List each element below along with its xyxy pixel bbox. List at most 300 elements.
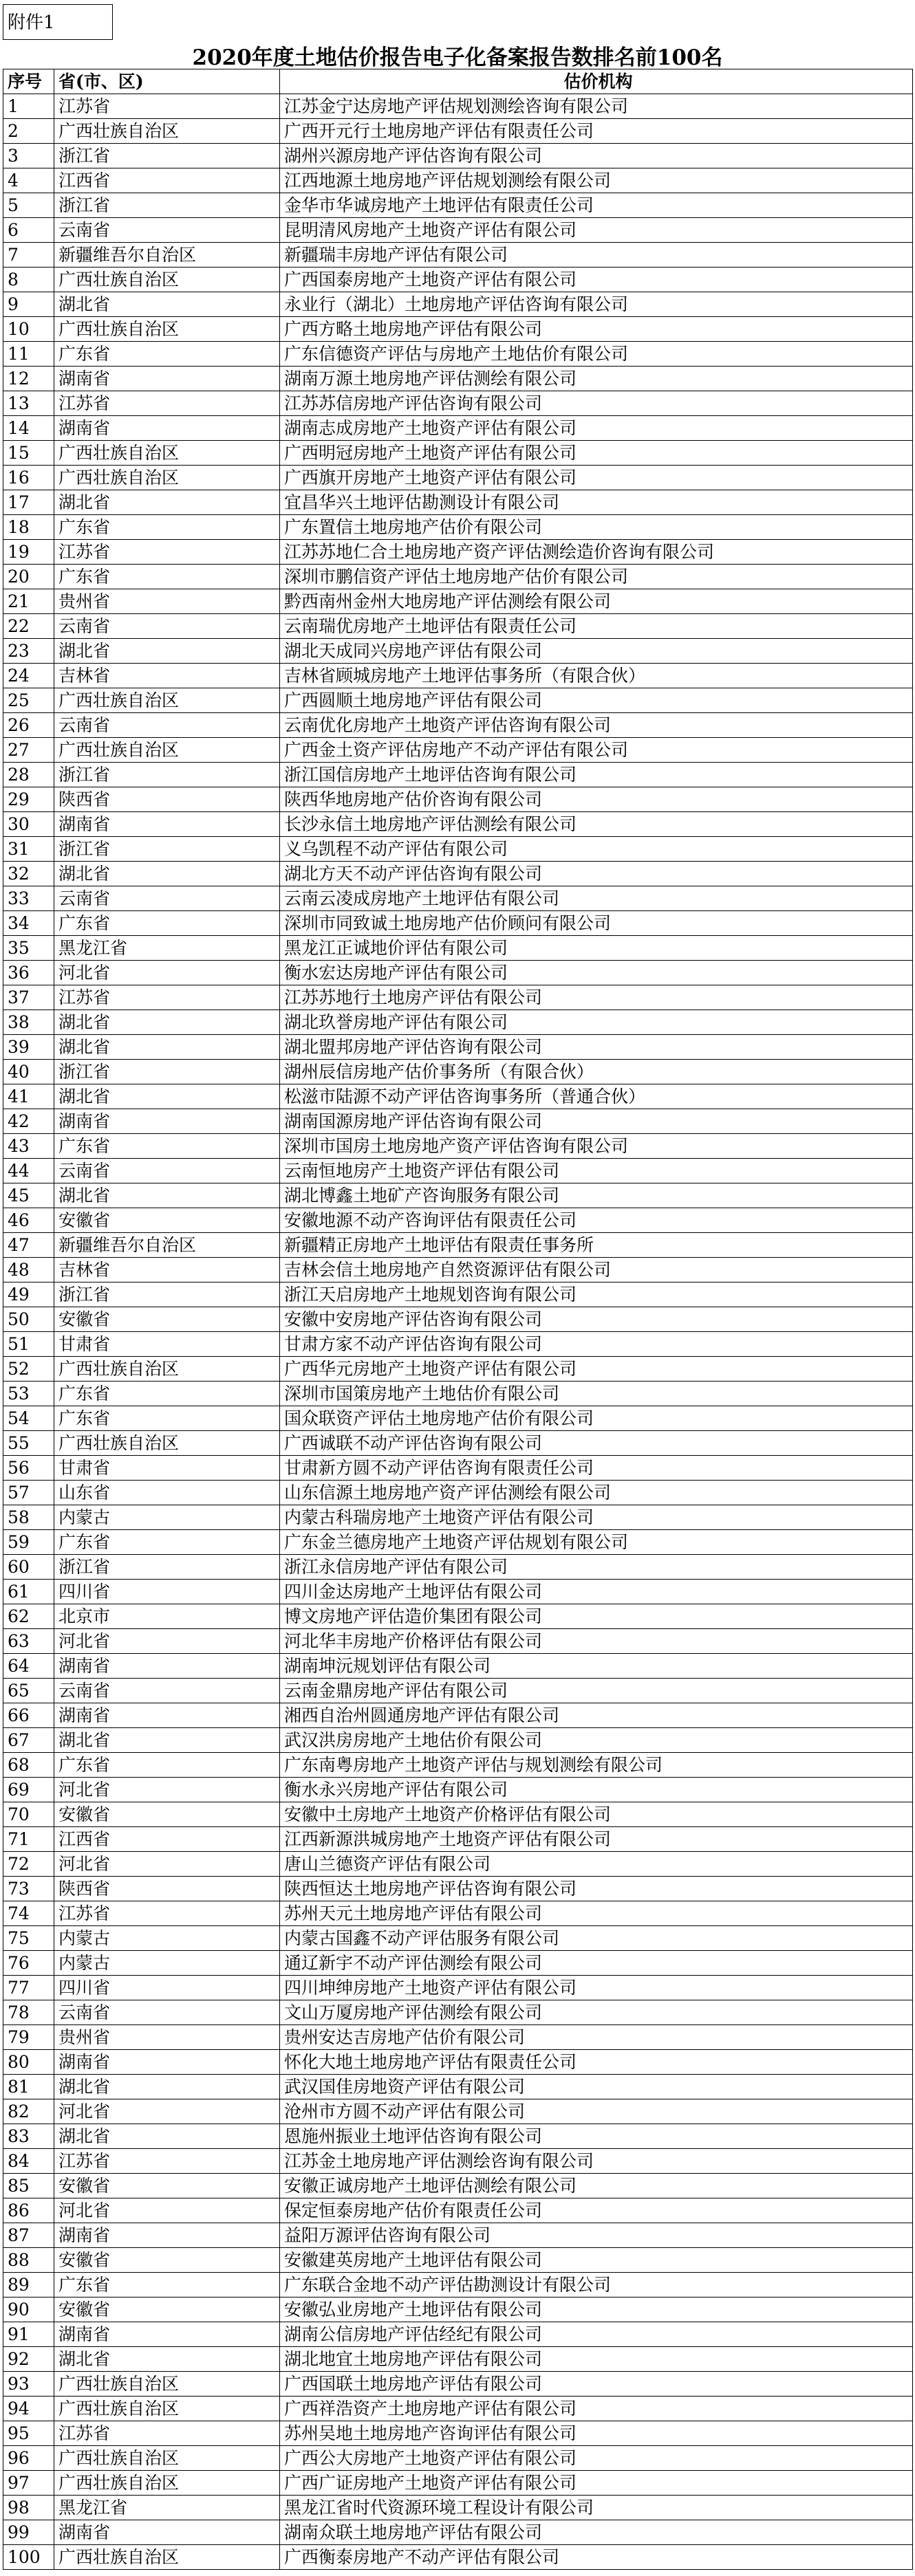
cell-org: 广西圆顺土地房地产评估有限公司 (280, 688, 913, 713)
table-row (3, 1703, 913, 1728)
cell-province: 江苏省 (54, 540, 280, 565)
cell-no: 3 (3, 144, 54, 168)
cell-no: 7 (3, 243, 54, 268)
cell-org: 怀化大地土地房地产评估有限责任公司 (280, 2050, 913, 2075)
cell-no: 32 (3, 862, 54, 886)
cell-no: 44 (3, 1159, 54, 1183)
cell-no: 64 (3, 1654, 54, 1679)
cell-no: 14 (3, 416, 54, 441)
cell-province: 广西壮族自治区 (54, 688, 280, 713)
cell-org: 昆明清风房地产土地资产评估有限公司 (280, 218, 913, 243)
cell-org: 深圳市国房土地房地产资产评估咨询有限公司 (280, 1134, 913, 1159)
table-row (3, 1877, 913, 1901)
cell-org: 四川金达房地产土地评估有限公司 (280, 1580, 913, 1604)
cell-org: 新疆精正房地产土地评估有限责任事务所 (280, 1233, 913, 1258)
cell-no: 99 (3, 2520, 54, 2545)
cell-org: 江西地源土地房地产评估规划测绘有限公司 (280, 168, 913, 193)
cell-no: 88 (3, 2248, 54, 2273)
cell-province: 北京市 (54, 1604, 280, 1629)
table-row (3, 1827, 913, 1852)
table-row (3, 466, 913, 490)
cell-province: 广东省 (54, 2273, 280, 2297)
cell-org: 江苏苏地仁合土地房地产资产评估测绘造价咨询有限公司 (280, 540, 913, 565)
table-row (3, 1976, 913, 2000)
cell-org: 安徽中安房地产评估咨询有限公司 (280, 1307, 913, 1332)
cell-no: 56 (3, 1456, 54, 1481)
cell-no: 29 (3, 787, 54, 812)
cell-no: 91 (3, 2322, 54, 2347)
cell-org: 云南优化房地产土地资产评估咨询有限公司 (280, 713, 913, 738)
cell-org: 松滋市陆源不动产评估咨询事务所（普通合伙） (280, 1084, 913, 1109)
table-row (3, 1604, 913, 1629)
table-row (3, 2372, 913, 2397)
table-row (3, 1332, 913, 1357)
table-row (3, 1802, 913, 1827)
table-row (3, 1951, 913, 1976)
table-row (3, 1084, 913, 1109)
cell-no: 89 (3, 2273, 54, 2297)
table-row (3, 2223, 913, 2248)
table-row (3, 391, 913, 416)
cell-org: 苏州天元土地房地产评估有限公司 (280, 1901, 913, 1926)
cell-province: 湖北省 (54, 490, 280, 515)
cell-no: 48 (3, 1258, 54, 1282)
table-row (3, 812, 913, 837)
cell-org: 陕西华地房地产估价咨询有限公司 (280, 787, 913, 812)
cell-no: 46 (3, 1208, 54, 1233)
cell-province: 江苏省 (54, 391, 280, 416)
cell-org: 武汉国佳房地资产评估有限公司 (280, 2075, 913, 2099)
cell-org: 广西国联土地房地产评估有限公司 (280, 2372, 913, 2397)
cell-province: 广东省 (54, 1530, 280, 1555)
table-row (3, 1282, 913, 1307)
cell-org: 贵州安达吉房地产估价有限公司 (280, 2025, 913, 2050)
cell-org: 浙江国信房地产土地评估咨询有限公司 (280, 763, 913, 787)
cell-province: 广西壮族自治区 (54, 2471, 280, 2496)
cell-no: 83 (3, 2124, 54, 2149)
table-row (3, 1431, 913, 1456)
cell-org: 湖北地宜土地房地产评估有限公司 (280, 2347, 913, 2372)
table-row (3, 837, 913, 862)
cell-no: 87 (3, 2223, 54, 2248)
cell-org: 江西新源洪城房地产土地资产评估有限公司 (280, 1827, 913, 1852)
cell-no: 77 (3, 1976, 54, 2000)
ranking-table (3, 69, 913, 2570)
cell-no: 95 (3, 2421, 54, 2446)
cell-no: 37 (3, 985, 54, 1010)
cell-province: 河北省 (54, 2198, 280, 2223)
cell-province: 浙江省 (54, 1282, 280, 1307)
cell-no: 67 (3, 1728, 54, 1753)
cell-no: 55 (3, 1431, 54, 1456)
cell-org: 云南云凌成房地产土地评估有限公司 (280, 886, 913, 911)
cell-org: 湖州辰信房地产估价事务所（有限合伙） (280, 1060, 913, 1084)
cell-org: 广西衡泰房地产不动产评估有限公司 (280, 2545, 913, 2570)
table-row (3, 936, 913, 961)
cell-org: 云南瑞优房地产土地评估有限责任公司 (280, 614, 913, 639)
cell-no: 80 (3, 2050, 54, 2075)
table-row (3, 1233, 913, 1258)
cell-no: 35 (3, 936, 54, 961)
cell-no: 65 (3, 1679, 54, 1703)
cell-org: 湖南众联土地房地产评估有限公司 (280, 2520, 913, 2545)
cell-no: 1 (3, 94, 54, 119)
cell-org: 益阳万源评估咨询有限公司 (280, 2223, 913, 2248)
cell-no: 63 (3, 1629, 54, 1654)
cell-province: 广东省 (54, 1753, 280, 1778)
table-row (3, 2025, 913, 2050)
cell-org: 恩施州振业土地评估咨询有限公司 (280, 2124, 913, 2149)
table-row (3, 1035, 913, 1060)
cell-no: 19 (3, 540, 54, 565)
cell-no: 26 (3, 713, 54, 738)
cell-org: 四川坤绅房地产土地资产评估有限公司 (280, 1976, 913, 2000)
cell-org: 吉林会信土地房地产自然资源评估有限公司 (280, 1258, 913, 1282)
cell-org: 文山万厦房地产评估测绘有限公司 (280, 2000, 913, 2025)
table-row (3, 515, 913, 540)
cell-no: 40 (3, 1060, 54, 1084)
cell-org: 广西华元房地产土地资产评估有限公司 (280, 1357, 913, 1382)
cell-no: 71 (3, 1827, 54, 1852)
cell-org: 衡水永兴房地产评估有限公司 (280, 1778, 913, 1802)
cell-org: 安徽正诚房地产土地评估测绘有限公司 (280, 2174, 913, 2198)
cell-org: 国众联资产评估土地房地产估价有限公司 (280, 1406, 913, 1431)
table-row (3, 2496, 913, 2520)
cell-province: 安徽省 (54, 2248, 280, 2273)
cell-org: 湖州兴源房地产评估咨询有限公司 (280, 144, 913, 168)
table-row (3, 763, 913, 787)
cell-province: 浙江省 (54, 837, 280, 862)
cell-org: 安徽地源不动产咨询评估有限责任公司 (280, 1208, 913, 1233)
cell-org: 新疆瑞丰房地产评估有限公司 (280, 243, 913, 268)
cell-org: 江苏苏地行土地房产评估有限公司 (280, 985, 913, 1010)
cell-org: 广西祥浩资产土地房地产评估有限公司 (280, 2397, 913, 2421)
table-row (3, 2421, 913, 2446)
table-row (3, 787, 913, 812)
cell-no: 27 (3, 738, 54, 763)
cell-no: 9 (3, 292, 54, 317)
cell-no: 22 (3, 614, 54, 639)
cell-province: 新疆维吾尔自治区 (54, 243, 280, 268)
cell-org: 保定恒泰房地产估价有限责任公司 (280, 2198, 913, 2223)
cell-no: 52 (3, 1357, 54, 1382)
table-row (3, 490, 913, 515)
table-row (3, 565, 913, 589)
cell-org: 甘肃方家不动产评估咨询有限公司 (280, 1332, 913, 1357)
cell-province: 甘肃省 (54, 1332, 280, 1357)
cell-org: 广西金土资产评估房地产不动产评估有限公司 (280, 738, 913, 763)
table-row (3, 1629, 913, 1654)
cell-no: 36 (3, 961, 54, 985)
cell-province: 河北省 (54, 1778, 280, 1802)
table-row (3, 94, 913, 119)
table-row (3, 2075, 913, 2099)
table-row (3, 2520, 913, 2545)
table-row (3, 1555, 913, 1580)
cell-org: 广西旗开房地产土地资产评估有限公司 (280, 466, 913, 490)
cell-province: 广东省 (54, 342, 280, 367)
cell-no: 34 (3, 911, 54, 936)
cell-province: 湖南省 (54, 2223, 280, 2248)
cell-province: 湖南省 (54, 367, 280, 391)
cell-province: 湖南省 (54, 2322, 280, 2347)
cell-province: 贵州省 (54, 2025, 280, 2050)
cell-province: 云南省 (54, 886, 280, 911)
cell-org: 广东信德资产评估与房地产土地估价有限公司 (280, 342, 913, 367)
cell-no: 42 (3, 1109, 54, 1134)
cell-province: 湖北省 (54, 2124, 280, 2149)
cell-province: 浙江省 (54, 144, 280, 168)
cell-no: 62 (3, 1604, 54, 1629)
table-row (3, 119, 913, 144)
table-row (3, 614, 913, 639)
cell-province: 广东省 (54, 565, 280, 589)
table-row (3, 985, 913, 1010)
cell-org: 博文房地产评估造价集团有限公司 (280, 1604, 913, 1629)
table-row (3, 1060, 913, 1084)
cell-org: 江苏苏信房地产评估咨询有限公司 (280, 391, 913, 416)
table-row (3, 2248, 913, 2273)
cell-org: 江苏金宁达房地产评估规划测绘咨询有限公司 (280, 94, 913, 119)
table-row (3, 862, 913, 886)
cell-no: 10 (3, 317, 54, 342)
cell-org: 深圳市鹏信资产评估土地房地产估价有限公司 (280, 565, 913, 589)
cell-org: 浙江天启房地产土地规划咨询有限公司 (280, 1282, 913, 1307)
cell-province: 江苏省 (54, 2149, 280, 2174)
cell-no: 4 (3, 168, 54, 193)
cell-province: 云南省 (54, 2000, 280, 2025)
cell-no: 11 (3, 342, 54, 367)
table-row (3, 2149, 913, 2174)
table-row (3, 713, 913, 738)
cell-org: 安徽建英房地产土地评估有限公司 (280, 2248, 913, 2273)
cell-org: 黑龙江省时代资源环境工程设计有限公司 (280, 2496, 913, 2520)
table-row (3, 416, 913, 441)
cell-province: 安徽省 (54, 1307, 280, 1332)
table-row (3, 268, 913, 292)
table-row (3, 911, 913, 936)
table-row (3, 1010, 913, 1035)
cell-province: 内蒙古 (54, 1505, 280, 1530)
table-row (3, 639, 913, 664)
cell-org: 湖北盟邦房地产评估咨询有限公司 (280, 1035, 913, 1060)
cell-no: 79 (3, 2025, 54, 2050)
cell-no: 78 (3, 2000, 54, 2025)
cell-org: 黔西南州金州大地房地产评估测绘有限公司 (280, 589, 913, 614)
cell-province: 广西壮族自治区 (54, 268, 280, 292)
cell-province: 浙江省 (54, 1555, 280, 1580)
cell-no: 90 (3, 2297, 54, 2322)
cell-province: 湖北省 (54, 639, 280, 664)
cell-province: 四川省 (54, 1976, 280, 2000)
table-header-row (3, 69, 913, 94)
cell-no: 28 (3, 763, 54, 787)
cell-province: 浙江省 (54, 1060, 280, 1084)
table-row (3, 1307, 913, 1332)
table-row (3, 589, 913, 614)
cell-org: 广西广证房地产土地资产评估有限公司 (280, 2471, 913, 2496)
table-row (3, 2545, 913, 2570)
cell-org: 湖北玖誉房地产评估有限公司 (280, 1010, 913, 1035)
cell-no: 51 (3, 1332, 54, 1357)
table-row (3, 292, 913, 317)
cell-no: 92 (3, 2347, 54, 2372)
table-row (3, 738, 913, 763)
table-row (3, 1406, 913, 1431)
cell-province: 陕西省 (54, 1877, 280, 1901)
cell-org: 内蒙古科瑞房地产土地资产评估有限公司 (280, 1505, 913, 1530)
cell-no: 39 (3, 1035, 54, 1060)
cell-org: 广西公大房地产土地资产评估有限公司 (280, 2446, 913, 2471)
cell-province: 河北省 (54, 2099, 280, 2124)
cell-province: 广东省 (54, 911, 280, 936)
cell-no: 73 (3, 1877, 54, 1901)
cell-org: 永业行（湖北）土地房地产评估咨询有限公司 (280, 292, 913, 317)
cell-province: 湖南省 (54, 416, 280, 441)
table-row (3, 2099, 913, 2124)
cell-province: 云南省 (54, 614, 280, 639)
cell-org: 深圳市同致诚土地房地产估价顾问有限公司 (280, 911, 913, 936)
cell-no: 49 (3, 1282, 54, 1307)
cell-no: 43 (3, 1134, 54, 1159)
cell-no: 38 (3, 1010, 54, 1035)
table-row (3, 1926, 913, 1951)
cell-province: 湖南省 (54, 812, 280, 837)
cell-province: 江苏省 (54, 985, 280, 1010)
cell-province: 广东省 (54, 1406, 280, 1431)
cell-org: 甘肃新方圆不动产评估咨询有限责任公司 (280, 1456, 913, 1481)
cell-no: 75 (3, 1926, 54, 1951)
cell-org: 苏州吴地土地房地产咨询评估有限公司 (280, 2421, 913, 2446)
cell-org: 山东信源土地房地产资产评估测绘有限公司 (280, 1481, 913, 1505)
table-row (3, 441, 913, 466)
cell-no: 76 (3, 1951, 54, 1976)
cell-no: 68 (3, 1753, 54, 1778)
table-row (3, 540, 913, 565)
cell-province: 贵州省 (54, 589, 280, 614)
table-row (3, 2397, 913, 2421)
cell-no: 82 (3, 2099, 54, 2124)
cell-org: 浙江永信房地产评估有限公司 (280, 1555, 913, 1580)
cell-org: 沧州市方圆不动产评估有限公司 (280, 2099, 913, 2124)
table-row (3, 664, 913, 688)
cell-province: 广西壮族自治区 (54, 466, 280, 490)
table-row (3, 367, 913, 391)
cell-no: 93 (3, 2372, 54, 2397)
table-row (3, 1778, 913, 1802)
cell-org: 广东南粤房地产土地资产评估与规划测绘有限公司 (280, 1753, 913, 1778)
cell-no: 45 (3, 1183, 54, 1208)
cell-province: 湖南省 (54, 1703, 280, 1728)
cell-no: 69 (3, 1778, 54, 1802)
cell-province: 湖北省 (54, 1010, 280, 1035)
cell-no: 6 (3, 218, 54, 243)
cell-org: 义乌凯程不动产评估有限公司 (280, 837, 913, 862)
cell-org: 云南金鼎房地产评估有限公司 (280, 1679, 913, 1703)
table-row (3, 1159, 913, 1183)
table-row (3, 193, 913, 218)
cell-province: 浙江省 (54, 763, 280, 787)
cell-province: 广东省 (54, 515, 280, 540)
cell-no: 17 (3, 490, 54, 515)
table-row (3, 1580, 913, 1604)
cell-org: 广西开元行土地房地产评估有限责任公司 (280, 119, 913, 144)
cell-org: 湖南国源房地产评估咨询有限公司 (280, 1109, 913, 1134)
cell-org: 安徽弘业房地产土地评估有限公司 (280, 2297, 913, 2322)
cell-province: 山东省 (54, 1481, 280, 1505)
table-row (3, 2347, 913, 2372)
cell-no: 13 (3, 391, 54, 416)
table-row (3, 1530, 913, 1555)
cell-province: 湖南省 (54, 2520, 280, 2545)
cell-province: 江苏省 (54, 94, 280, 119)
cell-province: 湖北省 (54, 2075, 280, 2099)
table-row (3, 2471, 913, 2496)
cell-org: 广西诚联不动产评估咨询有限公司 (280, 1431, 913, 1456)
cell-province: 湖北省 (54, 1035, 280, 1060)
cell-no: 100 (3, 2545, 54, 2570)
cell-no: 30 (3, 812, 54, 837)
cell-province: 广西壮族自治区 (54, 2397, 280, 2421)
cell-org: 江苏金土地房地产评估测绘咨询有限公司 (280, 2149, 913, 2174)
cell-org: 衡水宏达房地产评估有限公司 (280, 961, 913, 985)
table-row (3, 317, 913, 342)
table-row (3, 2050, 913, 2075)
table-row (3, 2198, 913, 2223)
cell-province: 河北省 (54, 1852, 280, 1877)
table-row (3, 1109, 913, 1134)
table-row (3, 218, 913, 243)
header-province: 省(市、区) (54, 69, 280, 94)
table-row (3, 2446, 913, 2471)
cell-no: 97 (3, 2471, 54, 2496)
table-row (3, 1753, 913, 1778)
cell-no: 20 (3, 565, 54, 589)
cell-org: 陕西恒达土地房地产评估咨询有限公司 (280, 1877, 913, 1901)
cell-no: 33 (3, 886, 54, 911)
cell-province: 内蒙古 (54, 1926, 280, 1951)
table-row (3, 886, 913, 911)
attachment-label: 附件1 (3, 4, 113, 40)
cell-no: 96 (3, 2446, 54, 2471)
cell-province: 新疆维吾尔自治区 (54, 1233, 280, 1258)
cell-province: 内蒙古 (54, 1951, 280, 1976)
cell-no: 66 (3, 1703, 54, 1728)
table-row (3, 1382, 913, 1406)
cell-org: 武汉洪房房地产土地估价有限公司 (280, 1728, 913, 1753)
cell-province: 广西壮族自治区 (54, 738, 280, 763)
cell-no: 21 (3, 589, 54, 614)
table-row (3, 342, 913, 367)
cell-province: 广西壮族自治区 (54, 1431, 280, 1456)
cell-no: 81 (3, 2075, 54, 2099)
document-title: 2020年度土地估价报告电子化备案报告数排名前100名 (192, 45, 723, 70)
table-row (3, 1134, 913, 1159)
cell-province: 河北省 (54, 961, 280, 985)
cell-province: 湖南省 (54, 1654, 280, 1679)
cell-province: 广西壮族自治区 (54, 2372, 280, 2397)
table-row (3, 2273, 913, 2297)
cell-province: 广西壮族自治区 (54, 1357, 280, 1382)
cell-org: 广西方略土地房地产评估有限公司 (280, 317, 913, 342)
cell-province: 云南省 (54, 218, 280, 243)
cell-province: 湖北省 (54, 1183, 280, 1208)
cell-org: 湖北天成同兴房地产评估有限公司 (280, 639, 913, 664)
cell-province: 浙江省 (54, 193, 280, 218)
cell-org: 金华市华诚房地产土地评估有限责任公司 (280, 193, 913, 218)
cell-no: 8 (3, 268, 54, 292)
cell-no: 61 (3, 1580, 54, 1604)
